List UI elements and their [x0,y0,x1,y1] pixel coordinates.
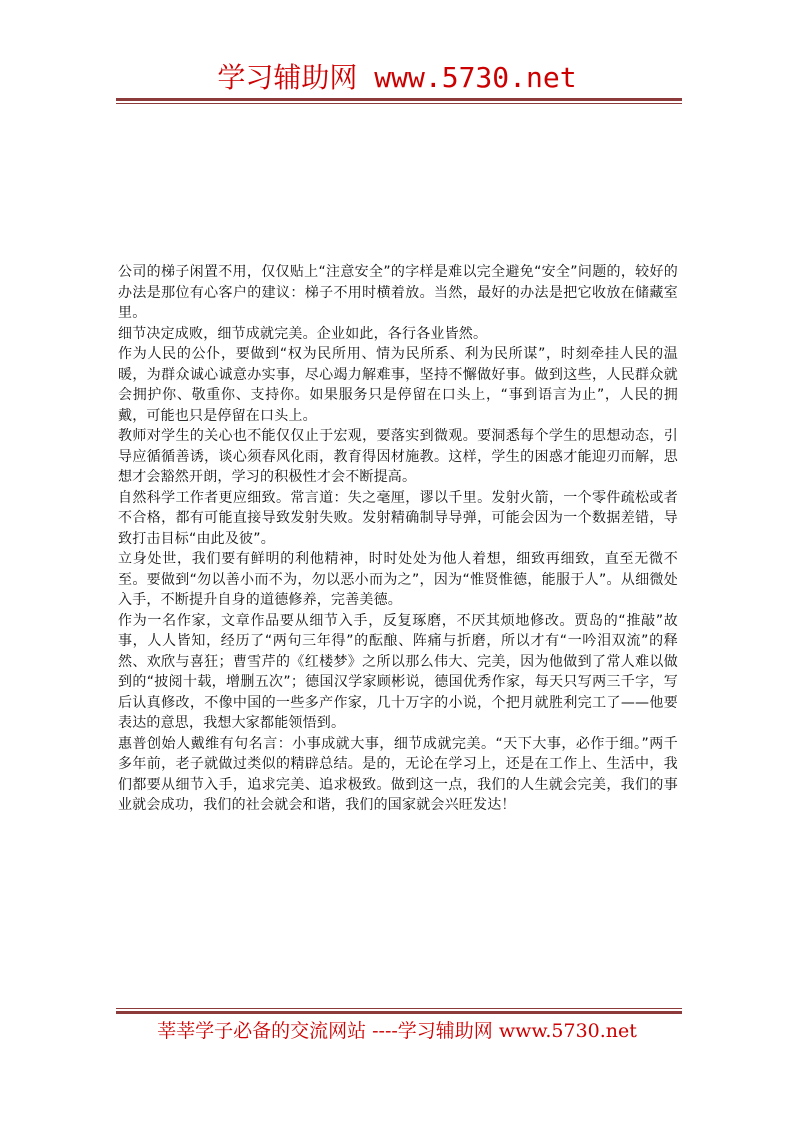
footer-divider [116,1008,682,1014]
footer-text: 莘莘学子必备的交流网站 ----学习辅助网 www.5730.net [157,1020,637,1042]
paragraph: 教师对学生的关心也不能仅仅止于宏观，要落实到微观。要洞悉每个学生的思想动态，引导应循循善诱，谈心须春风化雨，教育得因材施教。这样，学生的困惑才能迎刃而解，思想才会豁然开朗，学习的积极性才会不断提高。 [118,428,678,485]
paragraph: 作为一名作家，文章作品要从细节入手，反复琢磨，不厌其烦地修改。贾岛的“推敲”故事，人人皆知，经历了“两句三年得”的酝酿、阵痛与折磨，所以才有“一吟泪双流”的释然、欢欣与喜狂；曹雪芹的《红楼梦》之所以那么伟大、完美，因为他做到了常人难以做到的“披阅十载，增删五次”；德国汉学家顾彬说，德国优秀作家，每天只写两三千字，写后认真修改，不像中国的一些多产作家，几十万字的小说，个把月就胜利完工了——他要表达的意思，我想大家都能领悟到。 [118,612,678,731]
paragraph: 公司的梯子闲置不用，仅仅贴上“注意安全”的字样是难以完全避免“安全”问题的，较好的办法是那位有心客户的建议：梯子不用时横着放。当然，最好的办法是把它收放在储藏室里。 [118,264,678,321]
paragraph: 作为人民的公仆，要做到“权为民所用、情为民所系、利为民所谋”，时刻牵挂人民的温暖，为群众诚心诚意办实事，尽心竭力解难事，坚持不懈做好事。做到这些，人民群众就会拥护你、敬重你、支持你。如果服务只是停留在口头上，“事到语言为止”，人民的拥戴，可能也只是停留在口头上。 [118,346,678,424]
paragraph: 惠普创始人戴维有句名言：小事成就大事，细节成就完美。“天下大事，必作于细。”两千多年前，老子就做过类似的精辟总结。是的，无论在学习上，还是在工作上、生活中，我们都要从细节入手，追求完美、追求极致。做到这一点，我们的人生就会完美，我们的事业就会成功，我们的社会就会和谐，我们的国家就会兴旺发达！ [118,735,678,813]
paragraph: 细节决定成败，细节成就完美。企业如此，各行各业皆然。 [118,325,488,342]
header-divider [116,98,682,104]
article-body [118,262,678,816]
paragraph: 立身处世，我们要有鲜明的利他精神，时时处处为他人着想，细致再细致，直至无微不至。要做到“勿以善小而不为，勿以恶小而为之”，因为“惟贤惟德，能服于人”。从细微处入手，不断提升自身的道德修养，完善美德。 [118,551,678,608]
paragraph: 自然科学工作者更应细致。常言道：失之毫厘，谬以千里。发射火箭，一个零件疏松或者不合格，都有可能直接导致发射失败。发射精确制导导弹，可能会因为一个数据差错，导致打击目标“由此及彼”。 [118,489,678,547]
header-title: 学习辅助网 www.5730.net [217,61,577,94]
